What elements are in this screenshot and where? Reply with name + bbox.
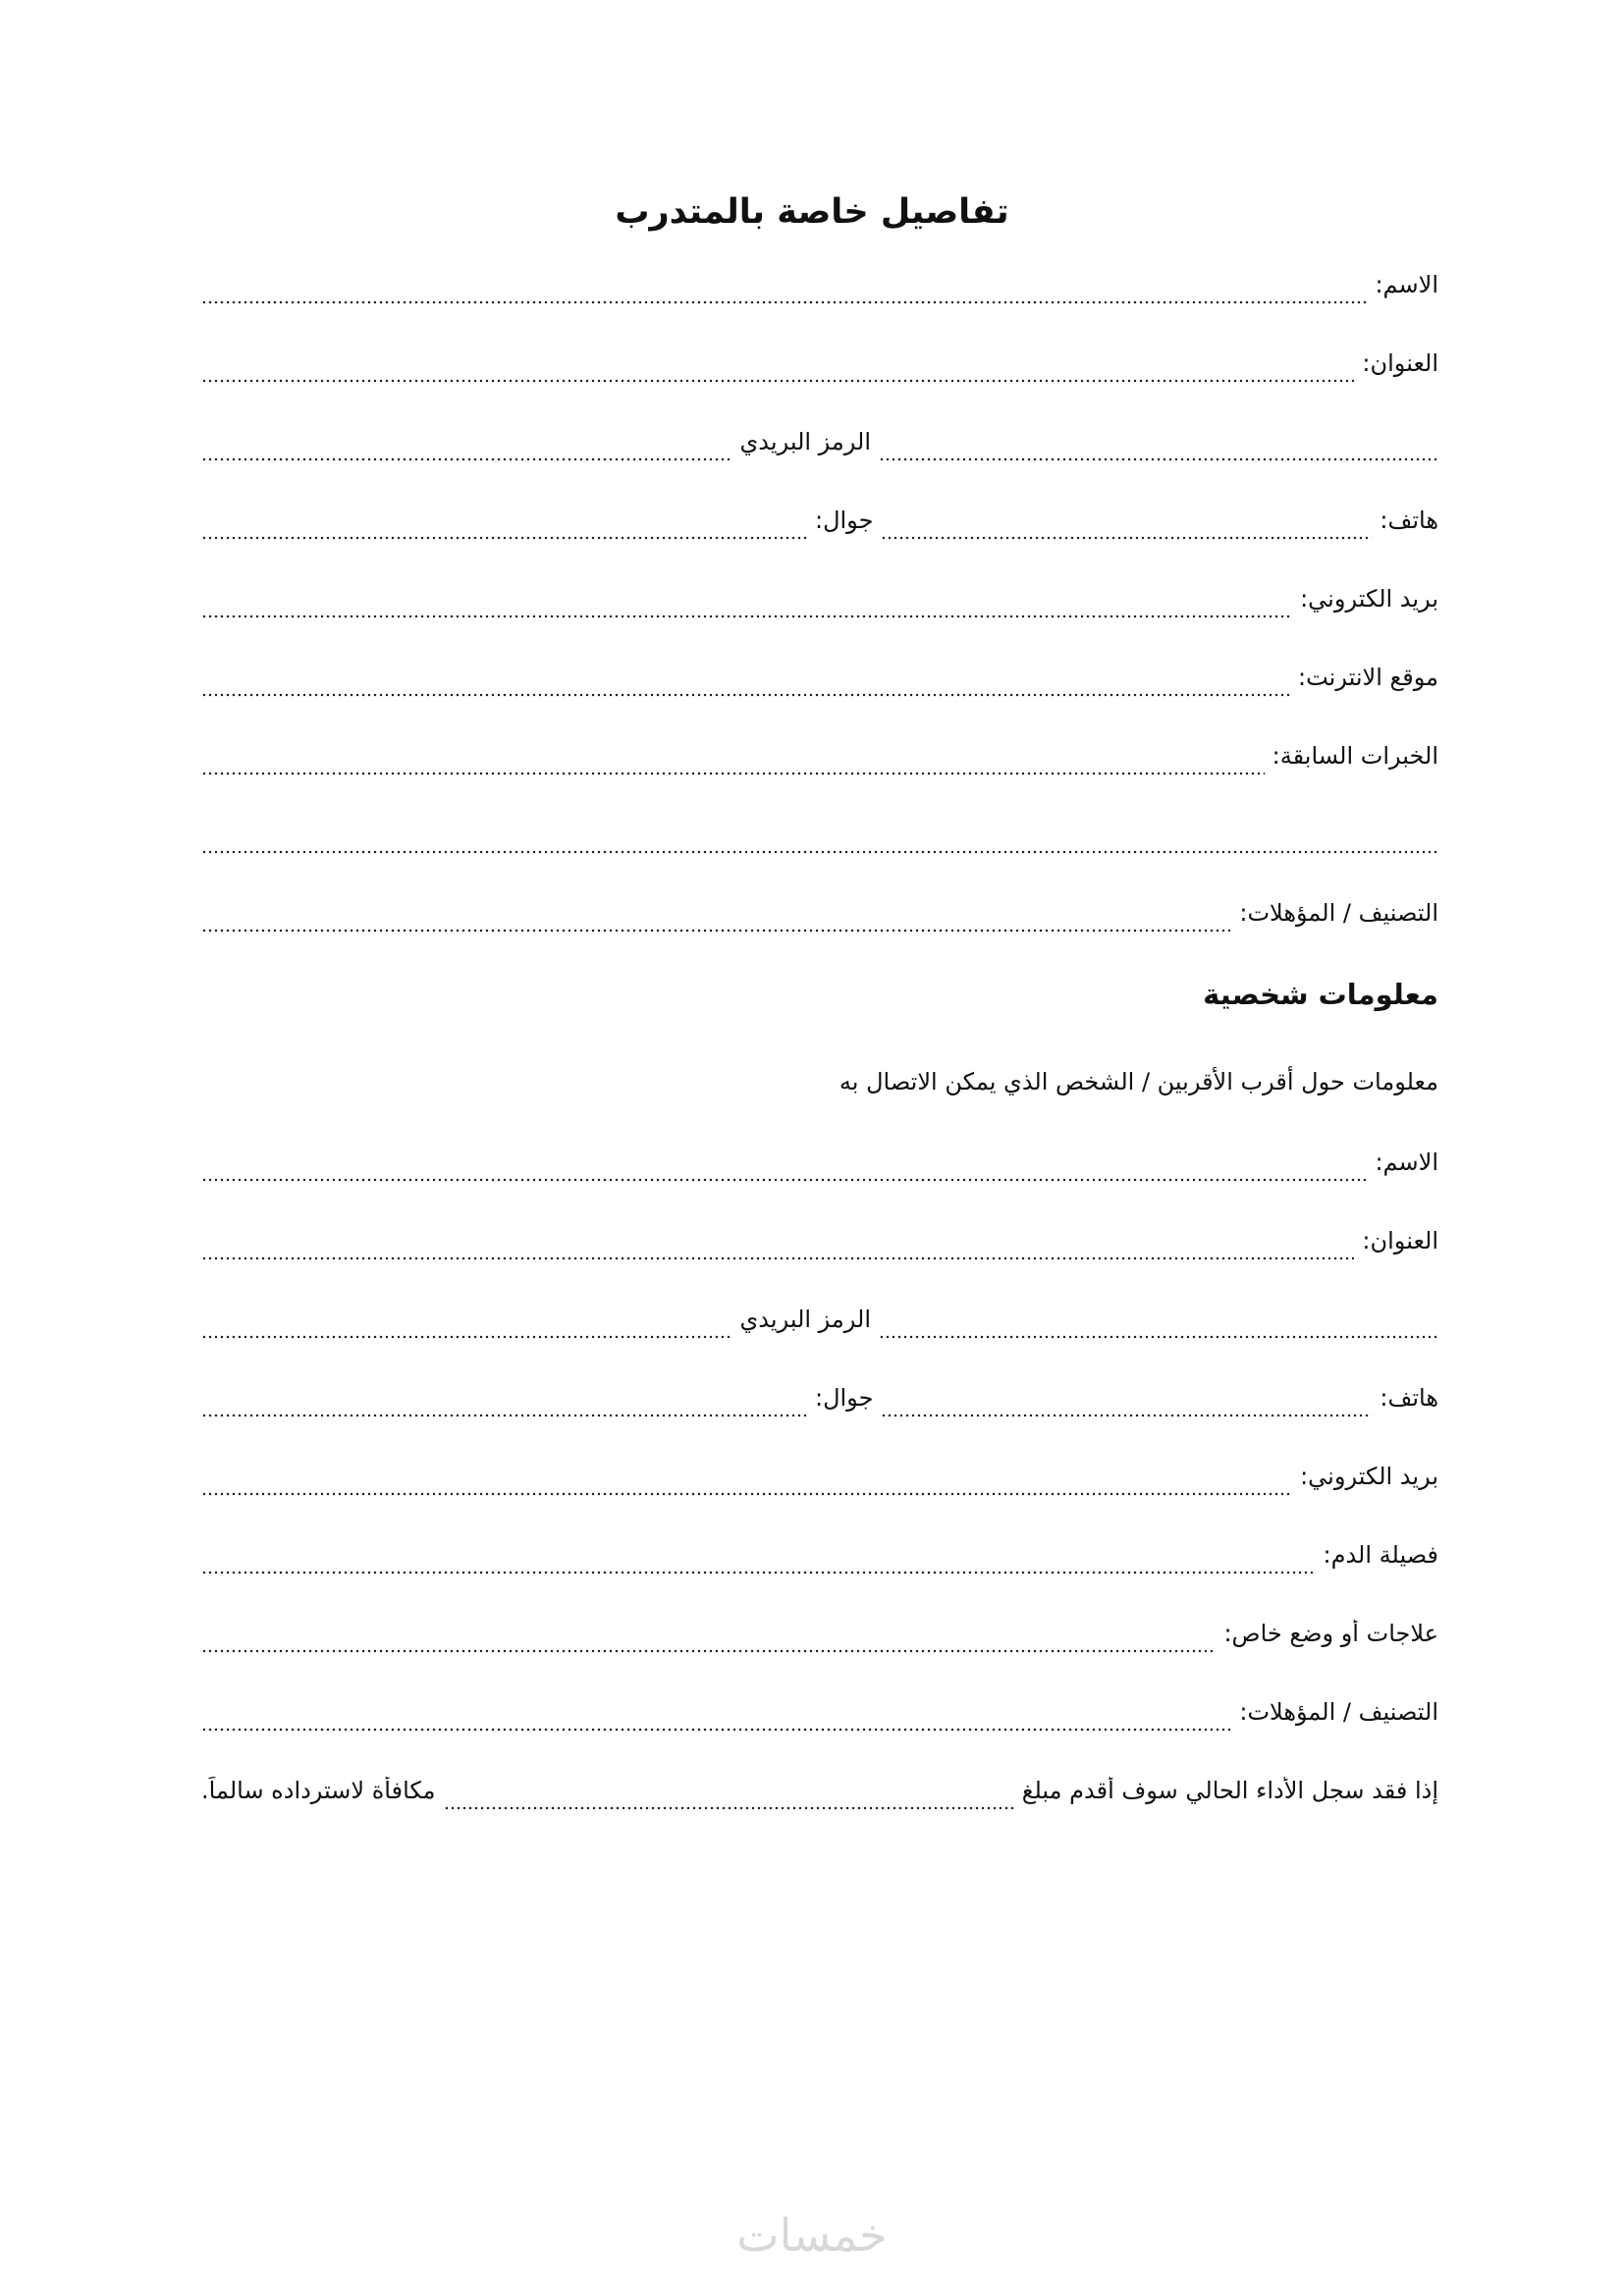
trainee-address-row — [201, 349, 1438, 393]
contact-postal-field[interactable] — [201, 1335, 732, 1339]
reward-text-start: إذا فقد سجل الأداء الحالي سوف أقدم مبلغ — [1021, 1777, 1438, 1804]
trainee-mobile-label: جوال: — [814, 507, 874, 534]
trainee-experience-label: الخبرات السابقة: — [1272, 742, 1438, 770]
personal-info-intro: معلومات حول أقرب الأقربين / الشخص الذي يمكن الاتصال به — [839, 1068, 1438, 1095]
trainee-address-field[interactable] — [201, 379, 1354, 383]
contact-email-field[interactable] — [201, 1492, 1292, 1496]
trainee-experience-field[interactable] — [201, 772, 1265, 775]
contact-address-label: العنوان: — [1362, 1227, 1438, 1255]
contact-phone-label: هاتف: — [1380, 1384, 1438, 1412]
contact-mobile-label: جوال: — [814, 1384, 874, 1412]
contact-qualifications-field[interactable] — [201, 1728, 1231, 1732]
trainee-postal-label: الرمز البريدي — [739, 428, 871, 455]
trainee-phone-label: هاتف: — [1380, 507, 1438, 534]
reward-amount-field[interactable] — [444, 1806, 1014, 1810]
trainee-name-row — [201, 271, 1438, 314]
contact-address-row — [201, 1227, 1438, 1270]
trainee-email-label: بريد الكتروني: — [1300, 585, 1438, 613]
trainee-address-line2-field[interactable] — [879, 457, 1438, 461]
trainee-website-field[interactable] — [201, 693, 1290, 697]
trainee-postal-row — [201, 428, 1438, 471]
contact-address-field[interactable] — [201, 1256, 1354, 1260]
trainee-email-field[interactable] — [201, 614, 1292, 618]
blood-type-row — [201, 1541, 1438, 1584]
treatments-label: علاجات أو وضع خاص: — [1223, 1620, 1438, 1647]
trainee-name-label: الاسم: — [1375, 271, 1438, 298]
contact-mobile-field[interactable] — [201, 1414, 807, 1417]
trainee-website-label: موقع الانترنت: — [1298, 664, 1438, 691]
contact-name-label: الاسم: — [1375, 1148, 1438, 1176]
watermark-logo: خمسات — [736, 2209, 888, 2262]
treatments-row — [201, 1620, 1438, 1663]
trainee-qualifications-row — [201, 899, 1438, 942]
trainee-experience-row-2 — [201, 821, 1438, 864]
contact-phone-row — [201, 1384, 1438, 1427]
reward-text-end: مكافأة لاسترداده سالماً. — [201, 1777, 436, 1804]
trainee-name-field[interactable] — [201, 300, 1367, 304]
contact-postal-row — [201, 1306, 1438, 1349]
contact-postal-label: الرمز البريدي — [739, 1306, 871, 1333]
personal-info-heading: معلومات شخصية — [1203, 978, 1438, 1011]
page-title: تفاصيل خاصة بالمتدرب — [615, 192, 1009, 232]
trainee-address-label: العنوان: — [1362, 349, 1438, 377]
trainee-qualifications-label: التصنيف / المؤهلات: — [1239, 899, 1438, 927]
contact-email-row — [201, 1463, 1438, 1506]
trainee-postal-field[interactable] — [201, 457, 732, 461]
blood-type-label: فصيلة الدم: — [1323, 1541, 1438, 1569]
contact-qualifications-label: التصنيف / المؤهلات: — [1239, 1698, 1438, 1726]
contact-email-label: بريد الكتروني: — [1300, 1463, 1438, 1490]
contact-qualifications-row — [201, 1698, 1438, 1741]
trainee-phone-field[interactable] — [881, 536, 1372, 540]
trainee-email-row — [201, 585, 1438, 628]
trainee-website-row — [201, 664, 1438, 707]
contact-name-row — [201, 1148, 1438, 1192]
reward-row — [201, 1777, 1438, 1820]
blood-type-field[interactable] — [201, 1571, 1316, 1575]
trainee-experience-field-2[interactable] — [201, 850, 1438, 854]
trainee-mobile-field[interactable] — [201, 536, 807, 540]
trainee-qualifications-field[interactable] — [201, 929, 1231, 933]
contact-address-line2-field[interactable] — [879, 1335, 1438, 1339]
contact-phone-field[interactable] — [881, 1414, 1372, 1417]
trainee-experience-row — [201, 742, 1438, 785]
treatments-field[interactable] — [201, 1649, 1216, 1653]
contact-name-field[interactable] — [201, 1178, 1367, 1182]
trainee-phone-row — [201, 507, 1438, 550]
